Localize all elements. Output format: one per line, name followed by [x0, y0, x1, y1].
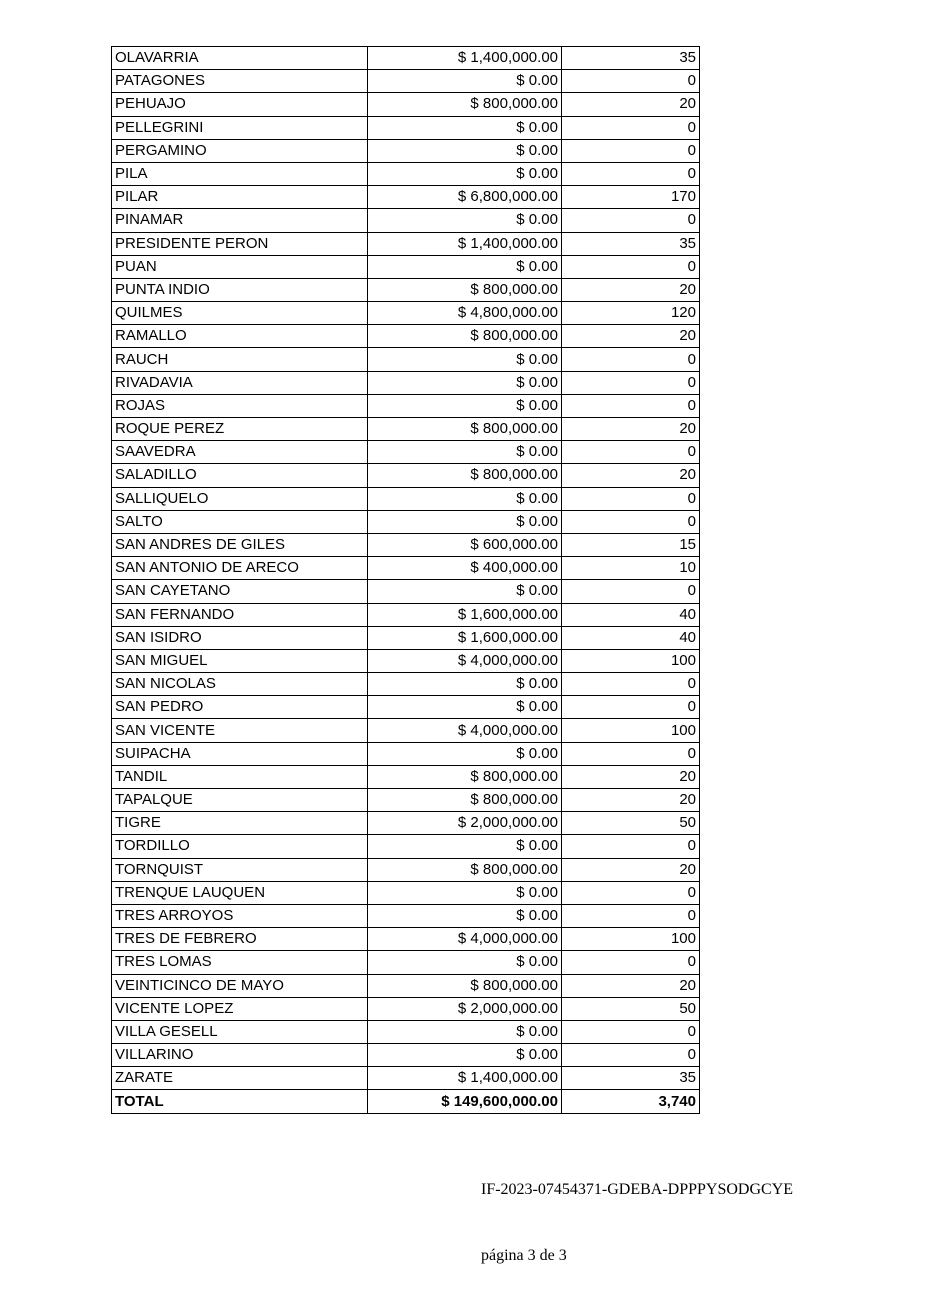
amount-cell: $ 0.00 — [368, 255, 562, 278]
amount-cell: $ 0.00 — [368, 371, 562, 394]
municipality-cell: VILLARINO — [112, 1044, 368, 1067]
quantity-cell: 40 — [562, 603, 700, 626]
municipality-cell: SAN ANDRES DE GILES — [112, 533, 368, 556]
municipality-cell: PELLEGRINI — [112, 116, 368, 139]
quantity-cell: 0 — [562, 1020, 700, 1043]
municipality-allocation-table — [111, 46, 700, 1114]
table-body — [112, 47, 700, 1114]
municipality-cell: SAN CAYETANO — [112, 580, 368, 603]
amount-cell: $ 2,000,000.00 — [368, 997, 562, 1020]
table-row — [112, 1067, 700, 1090]
amount-cell: $ 4,000,000.00 — [368, 928, 562, 951]
municipality-cell: TORDILLO — [112, 835, 368, 858]
table-row — [112, 580, 700, 603]
municipality-cell: TANDIL — [112, 765, 368, 788]
municipality-cell: SAN NICOLAS — [112, 673, 368, 696]
quantity-cell: 0 — [562, 441, 700, 464]
table-row — [112, 510, 700, 533]
municipality-cell: PRESIDENTE PERON — [112, 232, 368, 255]
municipality-cell: ROQUE PEREZ — [112, 418, 368, 441]
quantity-cell: 0 — [562, 394, 700, 417]
amount-cell: $ 1,400,000.00 — [368, 47, 562, 70]
municipality-cell: TRES DE FEBRERO — [112, 928, 368, 951]
municipality-cell: TOTAL — [112, 1090, 368, 1113]
municipality-cell: TORNQUIST — [112, 858, 368, 881]
quantity-cell: 0 — [562, 116, 700, 139]
amount-cell: $ 400,000.00 — [368, 557, 562, 580]
amount-cell: $ 0.00 — [368, 881, 562, 904]
quantity-cell: 100 — [562, 649, 700, 672]
quantity-cell: 0 — [562, 835, 700, 858]
table-row — [112, 162, 700, 185]
amount-cell: $ 0.00 — [368, 1020, 562, 1043]
amount-cell: $ 0.00 — [368, 904, 562, 927]
table-row — [112, 765, 700, 788]
municipality-cell: PILA — [112, 162, 368, 185]
table-row — [112, 603, 700, 626]
amount-cell: $ 800,000.00 — [368, 765, 562, 788]
quantity-cell: 50 — [562, 812, 700, 835]
total-row — [112, 1090, 700, 1113]
municipality-cell: TAPALQUE — [112, 789, 368, 812]
table-row — [112, 812, 700, 835]
amount-cell: $ 4,800,000.00 — [368, 302, 562, 325]
quantity-cell: 0 — [562, 673, 700, 696]
amount-cell: $ 0.00 — [368, 209, 562, 232]
quantity-cell: 20 — [562, 464, 700, 487]
municipality-cell: VICENTE LOPEZ — [112, 997, 368, 1020]
quantity-cell: 0 — [562, 487, 700, 510]
municipality-cell: PILAR — [112, 186, 368, 209]
quantity-cell: 10 — [562, 557, 700, 580]
amount-cell: $ 149,600,000.00 — [368, 1090, 562, 1113]
quantity-cell: 120 — [562, 302, 700, 325]
table-row — [112, 1044, 700, 1067]
amount-cell: $ 2,000,000.00 — [368, 812, 562, 835]
quantity-cell: 20 — [562, 765, 700, 788]
amount-cell: $ 0.00 — [368, 951, 562, 974]
table-row — [112, 139, 700, 162]
municipality-cell: ROJAS — [112, 394, 368, 417]
municipality-cell: ZARATE — [112, 1067, 368, 1090]
amount-cell: $ 1,600,000.00 — [368, 626, 562, 649]
quantity-cell: 20 — [562, 93, 700, 116]
municipality-cell: PUAN — [112, 255, 368, 278]
quantity-cell: 0 — [562, 696, 700, 719]
amount-cell: $ 0.00 — [368, 487, 562, 510]
table-row — [112, 928, 700, 951]
table-row — [112, 835, 700, 858]
table-row — [112, 997, 700, 1020]
quantity-cell: 100 — [562, 719, 700, 742]
municipality-cell: SAN ANTONIO DE ARECO — [112, 557, 368, 580]
amount-cell: $ 800,000.00 — [368, 464, 562, 487]
amount-cell: $ 0.00 — [368, 1044, 562, 1067]
table-row — [112, 858, 700, 881]
quantity-cell: 3,740 — [562, 1090, 700, 1113]
municipality-cell: RIVADAVIA — [112, 371, 368, 394]
quantity-cell: 20 — [562, 325, 700, 348]
amount-cell: $ 0.00 — [368, 696, 562, 719]
municipality-cell: PINAMAR — [112, 209, 368, 232]
table-row — [112, 418, 700, 441]
amount-cell: $ 0.00 — [368, 139, 562, 162]
municipality-cell: PERGAMINO — [112, 139, 368, 162]
table-row — [112, 93, 700, 116]
municipality-cell: QUILMES — [112, 302, 368, 325]
quantity-cell: 35 — [562, 47, 700, 70]
municipality-cell: PEHUAJO — [112, 93, 368, 116]
table-row — [112, 47, 700, 70]
quantity-cell: 20 — [562, 974, 700, 997]
quantity-cell: 0 — [562, 255, 700, 278]
quantity-cell: 0 — [562, 139, 700, 162]
quantity-cell: 0 — [562, 580, 700, 603]
quantity-cell: 50 — [562, 997, 700, 1020]
quantity-cell: 0 — [562, 742, 700, 765]
amount-cell: $ 4,000,000.00 — [368, 719, 562, 742]
amount-cell: $ 800,000.00 — [368, 418, 562, 441]
table-row — [112, 371, 700, 394]
amount-cell: $ 800,000.00 — [368, 974, 562, 997]
quantity-cell: 170 — [562, 186, 700, 209]
table-row — [112, 533, 700, 556]
municipality-cell: SALLIQUELO — [112, 487, 368, 510]
municipality-cell: TRES ARROYOS — [112, 904, 368, 927]
table-row — [112, 673, 700, 696]
table-row — [112, 348, 700, 371]
table-row — [112, 742, 700, 765]
municipality-cell: RAMALLO — [112, 325, 368, 348]
quantity-cell: 0 — [562, 371, 700, 394]
quantity-cell: 40 — [562, 626, 700, 649]
table-row — [112, 186, 700, 209]
table-row — [112, 1020, 700, 1043]
amount-cell: $ 0.00 — [368, 673, 562, 696]
table-row — [112, 394, 700, 417]
quantity-cell: 20 — [562, 789, 700, 812]
quantity-cell: 100 — [562, 928, 700, 951]
amount-cell: $ 1,400,000.00 — [368, 232, 562, 255]
quantity-cell: 35 — [562, 232, 700, 255]
amount-cell: $ 0.00 — [368, 441, 562, 464]
quantity-cell: 0 — [562, 348, 700, 371]
amount-cell: $ 0.00 — [368, 510, 562, 533]
table-row — [112, 904, 700, 927]
municipality-cell: VILLA GESELL — [112, 1020, 368, 1043]
amount-cell: $ 0.00 — [368, 70, 562, 93]
amount-cell: $ 800,000.00 — [368, 93, 562, 116]
municipality-cell: OLAVARRIA — [112, 47, 368, 70]
page-number: página 3 de 3 — [481, 1247, 567, 1264]
quantity-cell: 0 — [562, 881, 700, 904]
table-row — [112, 557, 700, 580]
table-row — [112, 719, 700, 742]
municipality-cell: TRENQUE LAUQUEN — [112, 881, 368, 904]
amount-cell: $ 0.00 — [368, 835, 562, 858]
quantity-cell: 15 — [562, 533, 700, 556]
quantity-cell: 0 — [562, 1044, 700, 1067]
municipality-cell: SAN ISIDRO — [112, 626, 368, 649]
table-row — [112, 116, 700, 139]
table-row — [112, 881, 700, 904]
quantity-cell: 0 — [562, 904, 700, 927]
quantity-cell: 20 — [562, 278, 700, 301]
document-id: IF-2023-07454371-GDEBA-DPPPYSODGCYE — [481, 1181, 794, 1198]
amount-cell: $ 800,000.00 — [368, 325, 562, 348]
municipality-cell: SAN FERNANDO — [112, 603, 368, 626]
table-row — [112, 464, 700, 487]
amount-cell: $ 800,000.00 — [368, 789, 562, 812]
table-row — [112, 302, 700, 325]
quantity-cell: 20 — [562, 858, 700, 881]
table-row — [112, 278, 700, 301]
quantity-cell: 0 — [562, 162, 700, 185]
quantity-cell: 0 — [562, 510, 700, 533]
municipality-cell: TRES LOMAS — [112, 951, 368, 974]
quantity-cell: 0 — [562, 951, 700, 974]
quantity-cell: 0 — [562, 70, 700, 93]
municipality-cell: RAUCH — [112, 348, 368, 371]
table-row — [112, 209, 700, 232]
amount-cell: $ 800,000.00 — [368, 858, 562, 881]
amount-cell: $ 1,400,000.00 — [368, 1067, 562, 1090]
table-row — [112, 441, 700, 464]
municipality-cell: SAAVEDRA — [112, 441, 368, 464]
table-row — [112, 255, 700, 278]
table-row — [112, 974, 700, 997]
municipality-cell: PATAGONES — [112, 70, 368, 93]
table-row — [112, 789, 700, 812]
table-row — [112, 70, 700, 93]
municipality-cell: SAN PEDRO — [112, 696, 368, 719]
quantity-cell: 0 — [562, 209, 700, 232]
amount-cell: $ 1,600,000.00 — [368, 603, 562, 626]
table-row — [112, 649, 700, 672]
amount-cell: $ 0.00 — [368, 162, 562, 185]
municipality-cell: PUNTA INDIO — [112, 278, 368, 301]
table-row — [112, 626, 700, 649]
amount-cell: $ 0.00 — [368, 394, 562, 417]
quantity-cell: 20 — [562, 418, 700, 441]
amount-cell: $ 0.00 — [368, 348, 562, 371]
amount-cell: $ 0.00 — [368, 580, 562, 603]
amount-cell: $ 0.00 — [368, 116, 562, 139]
amount-cell: $ 600,000.00 — [368, 533, 562, 556]
amount-cell: $ 4,000,000.00 — [368, 649, 562, 672]
municipality-cell: SAN VICENTE — [112, 719, 368, 742]
amount-cell: $ 0.00 — [368, 742, 562, 765]
table-row — [112, 325, 700, 348]
amount-cell: $ 6,800,000.00 — [368, 186, 562, 209]
amount-cell: $ 800,000.00 — [368, 278, 562, 301]
municipality-cell: VEINTICINCO DE MAYO — [112, 974, 368, 997]
municipality-cell: SALTO — [112, 510, 368, 533]
municipality-cell: SUIPACHA — [112, 742, 368, 765]
quantity-cell: 35 — [562, 1067, 700, 1090]
table-row — [112, 951, 700, 974]
table-row — [112, 696, 700, 719]
municipality-cell: SALADILLO — [112, 464, 368, 487]
municipality-cell: SAN MIGUEL — [112, 649, 368, 672]
table-row — [112, 232, 700, 255]
municipality-cell: TIGRE — [112, 812, 368, 835]
table-row — [112, 487, 700, 510]
